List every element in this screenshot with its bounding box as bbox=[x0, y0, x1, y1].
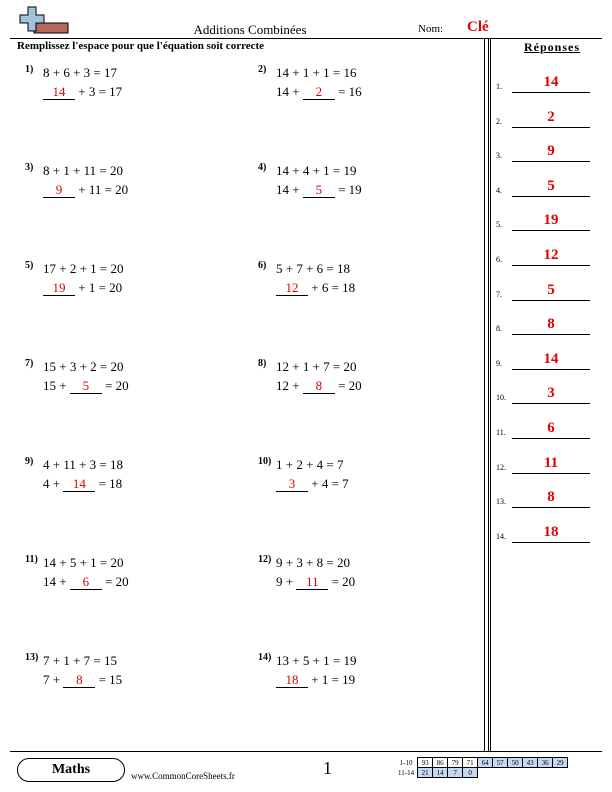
answer-number: 9. bbox=[496, 358, 502, 368]
answer-number: 5. bbox=[496, 220, 502, 230]
score-cell: 86 bbox=[433, 758, 448, 768]
answer-blank: 12 bbox=[276, 280, 308, 296]
problem bbox=[258, 652, 478, 712]
score-cell: 79 bbox=[448, 758, 463, 768]
header-divider bbox=[10, 38, 602, 39]
answer-blank: 14 bbox=[63, 476, 95, 492]
problem bbox=[25, 554, 245, 614]
problem-number: 12) bbox=[258, 554, 272, 565]
equation-suffix: + 3 = 17 bbox=[78, 84, 123, 99]
problem bbox=[258, 456, 478, 516]
score-row-label: 11-14 bbox=[398, 768, 415, 777]
answer-line bbox=[512, 403, 590, 404]
answer-row bbox=[496, 523, 596, 543]
answer-value: 5 bbox=[547, 177, 555, 194]
equation-suffix: = 20 bbox=[105, 574, 129, 589]
problem bbox=[258, 554, 478, 614]
answer-number: 4. bbox=[496, 185, 502, 195]
answer-line bbox=[512, 265, 590, 266]
equation: 17 + 2 + 1 = 20 bbox=[43, 261, 124, 276]
answer-number: 12. bbox=[496, 462, 506, 472]
name-value: Clé bbox=[467, 19, 489, 35]
equation-suffix: = 15 bbox=[98, 672, 123, 687]
answer-value: 14 bbox=[543, 74, 559, 90]
answer-blank: 9 bbox=[43, 182, 75, 198]
instructions: Remplissez l'espace pour que l'équation soit correcte bbox=[17, 40, 265, 52]
score-row bbox=[396, 768, 568, 778]
answer-number: 3. bbox=[496, 151, 502, 161]
fill-in-equation bbox=[43, 672, 122, 688]
equation: 8 + 6 + 3 = 17 bbox=[43, 65, 117, 80]
score-cell: 64 bbox=[478, 758, 493, 768]
equation-suffix: + 1 = 19 bbox=[311, 672, 356, 687]
problem-number: 14) bbox=[258, 652, 272, 663]
problem-number: 2) bbox=[258, 64, 267, 75]
answer-row bbox=[496, 177, 596, 197]
problem bbox=[25, 64, 245, 124]
equation-suffix: = 18 bbox=[98, 476, 123, 491]
equation: 8 + 1 + 11 = 20 bbox=[43, 163, 124, 178]
score-cell: 36 bbox=[538, 758, 553, 768]
problem-number: 13) bbox=[25, 652, 39, 663]
equation-suffix: + 1 = 20 bbox=[78, 280, 123, 295]
answers-title: Réponses bbox=[523, 40, 580, 54]
answer-blank: 18 bbox=[276, 672, 308, 688]
answer-line bbox=[512, 473, 590, 474]
column-divider bbox=[488, 38, 489, 751]
equation: 9 + 3 + 8 = 20 bbox=[276, 555, 350, 570]
fill-in-equation bbox=[43, 280, 122, 296]
problem bbox=[258, 64, 478, 124]
score-cell: 21 bbox=[418, 768, 433, 778]
page-number: 1 bbox=[323, 758, 332, 778]
subject-badge: Maths bbox=[17, 758, 125, 782]
problem-number: 8) bbox=[258, 358, 267, 369]
answer-blank: 19 bbox=[43, 280, 75, 296]
equation-suffix: = 20 bbox=[338, 378, 362, 393]
answer-value: 3 bbox=[547, 385, 555, 402]
answer-number: 8. bbox=[496, 324, 502, 334]
column-divider bbox=[490, 38, 491, 751]
answer-row bbox=[496, 73, 596, 93]
score-table bbox=[396, 757, 568, 778]
score-cell: 71 bbox=[463, 758, 478, 768]
equation-suffix: + 11 = 20 bbox=[78, 182, 129, 197]
equation-prefix: 9 + bbox=[276, 574, 294, 589]
answer-row bbox=[496, 211, 596, 231]
equation-suffix: = 20 bbox=[105, 378, 129, 393]
answer-number: 7. bbox=[496, 289, 502, 299]
answer-line bbox=[512, 542, 590, 543]
equation-prefix: 12 + bbox=[276, 378, 300, 393]
equation-prefix: 15 + bbox=[43, 378, 67, 393]
problem-number: 11) bbox=[25, 554, 38, 565]
fill-in-equation bbox=[43, 476, 122, 492]
answer-number: 10. bbox=[496, 393, 506, 403]
fill-in-equation bbox=[276, 84, 362, 100]
problem bbox=[25, 652, 245, 712]
answer-blank: 2 bbox=[303, 84, 335, 100]
name-label: Nom: bbox=[418, 23, 444, 35]
answer-blank: 3 bbox=[276, 476, 308, 492]
equation: 14 + 4 + 1 = 19 bbox=[276, 163, 357, 178]
answer-blank: 8 bbox=[63, 672, 95, 688]
answer-blank: 5 bbox=[70, 378, 102, 394]
equation: 13 + 5 + 1 = 19 bbox=[276, 653, 357, 668]
score-cell: 93 bbox=[418, 758, 433, 768]
answer-value: 9 bbox=[547, 143, 555, 160]
score-cell: 43 bbox=[523, 758, 538, 768]
answer-row bbox=[496, 350, 596, 370]
answer-row bbox=[496, 315, 596, 335]
problem bbox=[25, 358, 245, 418]
problem-number: 6) bbox=[258, 260, 267, 271]
score-cell: 50 bbox=[508, 758, 523, 768]
problem bbox=[258, 162, 478, 222]
equation-prefix: 14 + bbox=[276, 182, 300, 197]
problem bbox=[25, 260, 245, 320]
answer-row bbox=[496, 488, 596, 508]
page-title: Additions Combinées bbox=[193, 22, 307, 37]
fill-in-equation bbox=[276, 476, 349, 492]
fill-in-equation bbox=[276, 672, 355, 688]
equation-suffix: = 19 bbox=[338, 182, 362, 197]
fill-in-equation bbox=[276, 378, 362, 394]
answer-line bbox=[512, 92, 590, 93]
score-cell: 57 bbox=[493, 758, 508, 768]
fill-in-equation bbox=[276, 574, 355, 590]
answer-value: 6 bbox=[547, 420, 555, 436]
score-cell: 29 bbox=[553, 758, 568, 768]
answer-number: 11. bbox=[496, 428, 506, 437]
fill-in-equation bbox=[43, 378, 129, 394]
answer-line bbox=[512, 230, 590, 231]
answer-row bbox=[496, 246, 596, 266]
problem-number: 4) bbox=[258, 162, 267, 173]
answer-value: 19 bbox=[543, 212, 559, 229]
answer-number: 2. bbox=[496, 116, 502, 126]
equation: 5 + 7 + 6 = 18 bbox=[276, 261, 350, 276]
equation-suffix: = 16 bbox=[338, 84, 362, 99]
answer-line bbox=[512, 300, 590, 301]
fill-in-equation bbox=[43, 84, 122, 100]
problem-number: 5) bbox=[25, 260, 34, 271]
answer-number: 1. bbox=[496, 82, 502, 91]
answer-row bbox=[496, 384, 596, 404]
column-divider bbox=[484, 38, 485, 751]
problem bbox=[25, 162, 245, 222]
answer-value: 2 bbox=[547, 108, 555, 125]
equation-suffix: = 20 bbox=[331, 574, 356, 589]
answer-value: 11 bbox=[543, 454, 559, 471]
answer-row bbox=[496, 454, 596, 474]
answer-line bbox=[512, 438, 590, 439]
answer-line bbox=[512, 127, 590, 128]
equation: 15 + 3 + 2 = 20 bbox=[43, 359, 124, 374]
footer-divider bbox=[10, 751, 602, 752]
problem bbox=[258, 358, 478, 418]
answer-row bbox=[496, 419, 596, 439]
equation: 7 + 1 + 7 = 15 bbox=[43, 653, 117, 668]
answer-number: 6. bbox=[496, 255, 502, 264]
answer-row bbox=[496, 108, 596, 128]
problem-number: 3) bbox=[25, 162, 34, 173]
answer-number: 14. bbox=[496, 531, 506, 541]
score-cell: 7 bbox=[448, 768, 463, 778]
equation-prefix: 4 + bbox=[43, 476, 61, 491]
problem-number: 1) bbox=[25, 64, 34, 75]
fill-in-equation bbox=[276, 280, 355, 296]
equation-prefix: 14 + bbox=[43, 574, 67, 589]
answer-value: 5 bbox=[547, 281, 555, 298]
answer-row bbox=[496, 142, 596, 162]
equation-suffix: + 4 = 7 bbox=[311, 476, 349, 491]
equation: 12 + 1 + 7 = 20 bbox=[276, 359, 357, 374]
fill-in-equation bbox=[276, 182, 362, 198]
equation-suffix: + 6 = 18 bbox=[311, 280, 356, 295]
problem bbox=[25, 456, 245, 516]
equation: 1 + 2 + 4 = 7 bbox=[276, 457, 344, 472]
site-url: www.CommonCoreSheets.fr bbox=[131, 771, 235, 781]
score-row bbox=[396, 758, 568, 768]
equation: 4 + 11 + 3 = 18 bbox=[43, 457, 124, 472]
answer-blank: 5 bbox=[303, 182, 335, 198]
problem-number: 9) bbox=[25, 456, 34, 467]
score-cell: 14 bbox=[433, 768, 448, 778]
equation: 14 + 1 + 1 = 16 bbox=[276, 65, 357, 80]
problem-number: 10) bbox=[258, 456, 272, 467]
score-cell: 0 bbox=[463, 768, 478, 778]
answer-line bbox=[512, 369, 590, 370]
equation-prefix: 7 + bbox=[43, 672, 61, 687]
answer-line bbox=[512, 161, 590, 162]
answer-number: 13. bbox=[496, 497, 506, 507]
answer-blank: 11 bbox=[296, 574, 328, 590]
answer-value: 18 bbox=[543, 523, 559, 540]
answer-line bbox=[512, 196, 590, 197]
answer-blank: 6 bbox=[70, 574, 102, 590]
answer-line bbox=[512, 334, 590, 335]
problem bbox=[258, 260, 478, 320]
fill-in-equation bbox=[43, 182, 128, 198]
answer-line bbox=[512, 507, 590, 508]
fill-in-equation bbox=[43, 574, 129, 590]
score-row-label: 1-10 bbox=[399, 758, 413, 767]
equation: 14 + 5 + 1 = 20 bbox=[43, 555, 124, 570]
answer-blank: 8 bbox=[303, 378, 335, 394]
problem-number: 7) bbox=[25, 358, 34, 369]
answer-blank: 14 bbox=[43, 84, 75, 100]
answer-value: 14 bbox=[543, 350, 559, 367]
answer-row bbox=[496, 281, 596, 301]
answer-value: 12 bbox=[543, 247, 559, 263]
equation-prefix: 14 + bbox=[276, 84, 300, 99]
answer-value: 8 bbox=[547, 316, 555, 333]
answer-value: 8 bbox=[547, 489, 555, 506]
